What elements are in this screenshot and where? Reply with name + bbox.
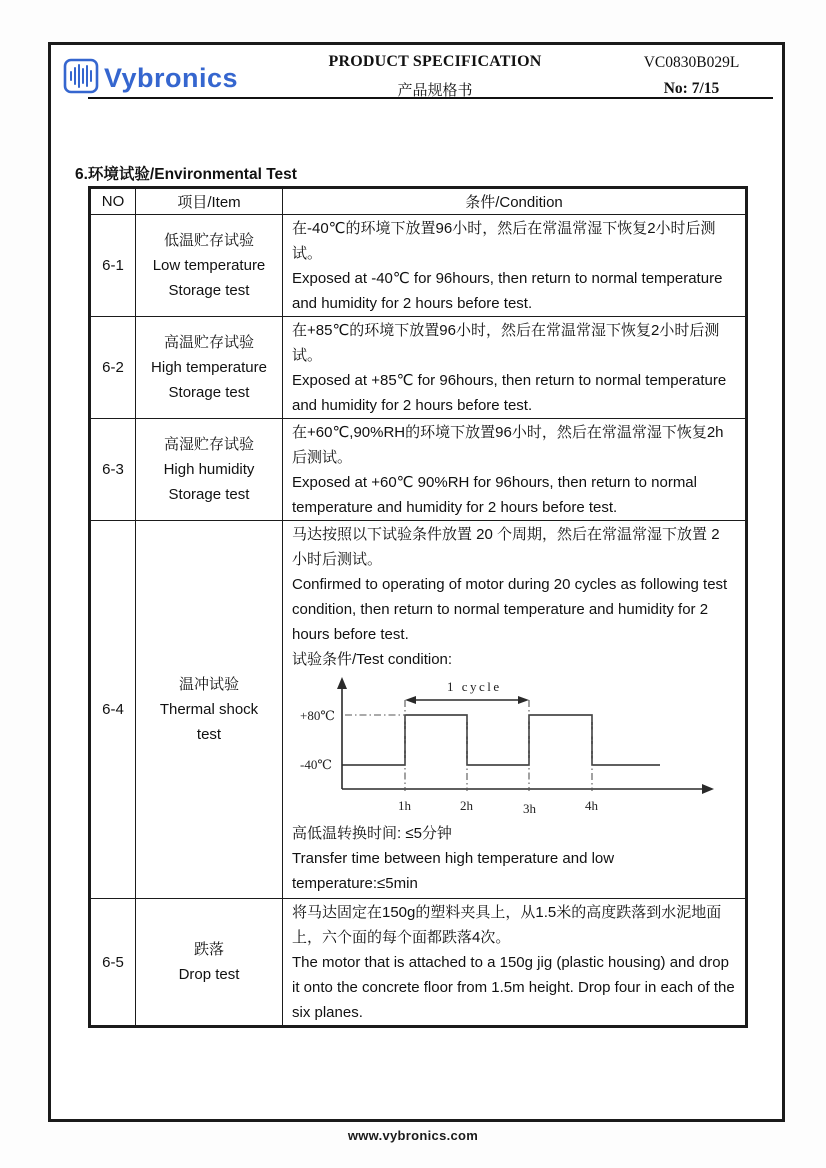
xtick-3h: 3h bbox=[523, 801, 536, 816]
cycle-arrow-right-icon bbox=[518, 696, 529, 704]
condition-en: Exposed at +85℃ for 96hours, then return to normal temperature and humidity for 2 hours before test. bbox=[292, 372, 727, 414]
table-row bbox=[90, 317, 747, 419]
transfer-time-en: Transfer time between high temperature and low temperature:≤5min bbox=[292, 850, 615, 892]
row-item bbox=[136, 317, 283, 419]
row-condition bbox=[283, 521, 747, 899]
condition-en: Confirmed to operating of motor during 20 cycles as following test condition, then return to normal temperature and humidity for 2 hours before test. bbox=[292, 576, 728, 643]
item-line: Storage test bbox=[168, 486, 250, 503]
item-line: 高湿贮存试验 bbox=[163, 436, 254, 453]
condition-zh: 将马达固定在150g的塑料夹具上，从1.5米的高度跌落到水泥地面上，六个面的每个面都跌落4次。 bbox=[292, 904, 722, 946]
transfer-time-zh: 高低温转换时间: ≤5分钟 bbox=[292, 825, 452, 842]
condition-zh: 在+60℃,90%RH的环境下放置96小时，然后在常温常湿下恢复2h后测试。 bbox=[292, 424, 724, 466]
y-axis-arrow-icon bbox=[337, 677, 347, 689]
high-temp-label: +80℃ bbox=[300, 708, 335, 723]
row-condition bbox=[283, 317, 747, 419]
col-header-item: 项目/Item bbox=[136, 188, 283, 215]
doc-code: VC0830B029L bbox=[643, 54, 740, 71]
row-no: 6-3 bbox=[90, 419, 136, 521]
thermal-shock-waveform-chart bbox=[292, 673, 737, 821]
item-line: test bbox=[196, 726, 222, 743]
row-no: 6-4 bbox=[90, 521, 136, 899]
row-item bbox=[136, 419, 283, 521]
item-line: 跌落 bbox=[193, 941, 224, 958]
item-line: 温冲试验 bbox=[178, 676, 239, 693]
row-item bbox=[136, 899, 283, 1027]
document-title-zh: 产品规格书 bbox=[397, 83, 473, 99]
header-title-block bbox=[279, 53, 591, 100]
xtick-2h: 2h bbox=[460, 798, 473, 813]
item-line: Thermal shock bbox=[159, 701, 259, 718]
item-line: High temperature bbox=[151, 359, 267, 376]
table-row bbox=[90, 521, 747, 899]
low-temp-label: -40℃ bbox=[300, 757, 332, 772]
item-line: Drop test bbox=[178, 966, 240, 983]
item-line: 低温贮存试验 bbox=[163, 232, 254, 249]
environmental-test-table bbox=[88, 186, 748, 1028]
row-item bbox=[136, 521, 283, 899]
col-header-condition: 条件/Condition bbox=[283, 188, 747, 215]
waveform-logo-icon bbox=[63, 58, 99, 99]
row-condition bbox=[283, 215, 747, 317]
row-no: 6-2 bbox=[90, 317, 136, 419]
table-row bbox=[90, 215, 747, 317]
table-row bbox=[90, 899, 747, 1027]
section-title: 6.环境试验/Environmental Test bbox=[75, 166, 297, 183]
item-line: Storage test bbox=[168, 384, 250, 401]
condition-en: Exposed at -40℃ for 96hours, then return to normal temperature and humidity for 2 hours before test. bbox=[292, 270, 723, 312]
condition-en: The motor that is attached to a 150g jig (plastic housing) and drop it onto the concrete floor from 1.5m height. Drop four in each of the six planes. bbox=[292, 954, 735, 1021]
table-row bbox=[90, 419, 747, 521]
cycle-arrow-left-icon bbox=[405, 696, 416, 704]
x-axis-arrow-icon bbox=[702, 784, 714, 794]
xtick-1h: 1h bbox=[398, 798, 411, 813]
xtick-4h: 4h bbox=[585, 798, 598, 813]
col-header-no: NO bbox=[90, 188, 136, 215]
cycle-label: 1 cycle bbox=[447, 679, 502, 694]
page-number: No: 7/15 bbox=[663, 80, 720, 97]
item-line: 高温贮存试验 bbox=[163, 334, 254, 351]
table-header-row bbox=[90, 188, 747, 215]
row-item bbox=[136, 215, 283, 317]
row-condition bbox=[283, 899, 747, 1027]
row-no: 6-1 bbox=[90, 215, 136, 317]
condition-zh: 在+85℃的环境下放置96小时，然后在常温常湿下恢复2小时后测试。 bbox=[292, 322, 720, 364]
footer-url: www.vybronics.com bbox=[347, 1128, 479, 1143]
item-line: High humidity bbox=[163, 461, 255, 478]
row-condition bbox=[283, 419, 747, 521]
logo-wordmark: Vybronics bbox=[104, 63, 239, 93]
item-line: Low temperature bbox=[152, 257, 266, 274]
vybronics-logo bbox=[63, 58, 238, 99]
condition-en: Exposed at +60℃ 90%RH for 96hours, then return to normal temperature and humidity for 2 hours before test. bbox=[292, 474, 697, 516]
item-line: Storage test bbox=[168, 282, 250, 299]
header-divider bbox=[88, 97, 773, 99]
header-doc-info bbox=[604, 54, 779, 98]
document-title-en: PRODUCT SPECIFICATION bbox=[328, 53, 542, 70]
page-border-frame bbox=[48, 42, 785, 1122]
condition-zh: 马达按照以下试验条件放置 20 个周期，然后在常温常湿下放置 2 小时后测试。 bbox=[292, 526, 720, 568]
row-no: 6-5 bbox=[90, 899, 136, 1027]
test-condition-label: 试验条件/Test condition: bbox=[292, 651, 453, 668]
condition-zh: 在-40℃的环境下放置96小时，然后在常温常湿下恢复2小时后测试。 bbox=[292, 220, 716, 262]
